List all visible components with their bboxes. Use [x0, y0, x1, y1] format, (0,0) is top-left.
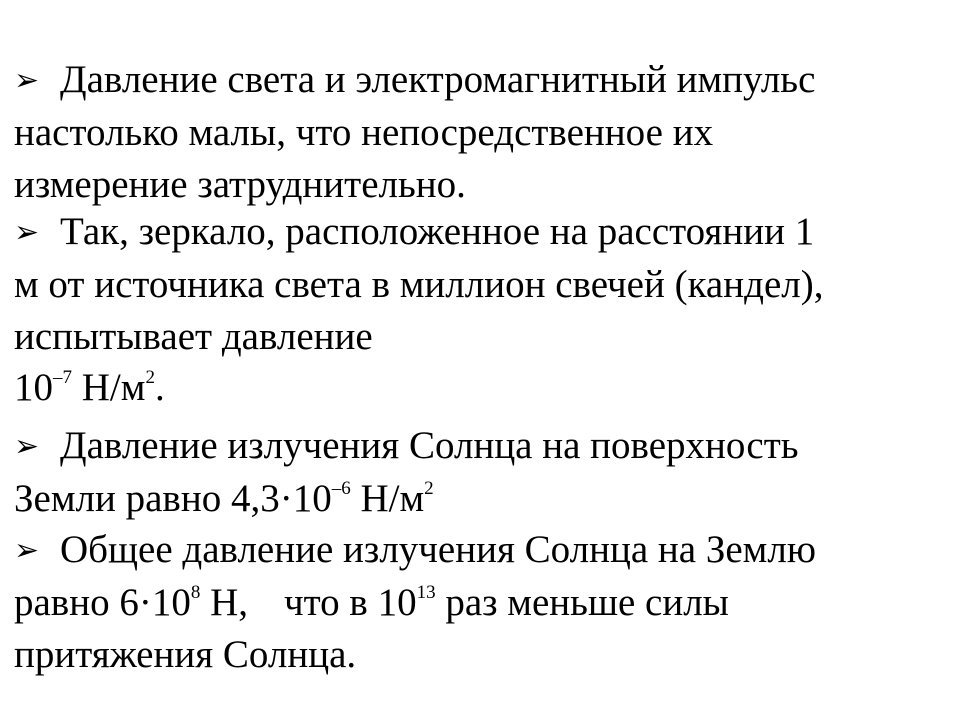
bullet-1-text-1: Давление света и электромагнитный импульс — [60, 58, 816, 101]
arrow-bullet-icon: ➢ — [14, 63, 40, 98]
bullet-4-text-3: притяжения Солнца. — [14, 633, 357, 676]
bullet-3-text-2: Земли равно 4,3·10 — [14, 477, 332, 520]
bullet-4-text-1: Общее давление излучения Солнца на Землю — [60, 528, 816, 571]
value-end: . — [154, 366, 165, 409]
bullet-3-unit-exponent: 2 — [424, 478, 434, 499]
bullet-4-line-2 — [14, 577, 950, 629]
bullet-1-text-2: настолько малы, что непосредственное их — [14, 111, 714, 154]
bullet-3-line-1 — [14, 420, 950, 473]
bullet-2-text-3: испытывает давление — [14, 315, 373, 358]
pressure-value-line — [14, 362, 950, 414]
bullet-3-text-1: Давление излучения Солнца на поверхность — [60, 424, 799, 467]
pressure-value — [14, 362, 950, 414]
bullet-point-2 — [14, 206, 950, 363]
bullet-4-line-1 — [14, 524, 950, 577]
arrow-bullet-icon: ➢ — [14, 533, 40, 568]
bullet-point-3 — [14, 420, 950, 525]
value-exponent: –7 — [53, 367, 72, 388]
bullet-4-exponent-c: 13 — [416, 582, 436, 603]
value-unit: Н/м — [72, 366, 146, 409]
bullet-2-text-2: м от источника света в миллион свечей (кандел), — [14, 263, 824, 306]
bullet-2-line-1 — [14, 206, 950, 259]
bullet-4-exponent-a: 8 — [190, 582, 201, 603]
bullet-4-text-2c: что в 10 — [284, 581, 417, 624]
bullet-4-text-2b: Н, — [200, 581, 249, 624]
bullet-1-line-1 — [14, 54, 950, 107]
bullet-3-line-2 — [14, 473, 950, 525]
bullet-3-exponent: –6 — [331, 478, 351, 499]
bullet-4-text-2d: раз меньше силы — [435, 581, 729, 624]
bullet-1-text-3: измерение затруднительно. — [14, 163, 466, 206]
arrow-bullet-icon: ➢ — [14, 215, 40, 250]
value-unit-exponent: 2 — [145, 367, 155, 388]
value-base: 10 — [14, 366, 53, 409]
bullet-point-1 — [14, 54, 950, 211]
bullet-4-text-2a: равно 6·10 — [14, 581, 191, 624]
bullet-2-text-1: Так, зеркало, расположенное на расстоянии 1 — [60, 210, 815, 253]
bullet-3-unit: Н/м — [350, 477, 425, 520]
bullet-point-4 — [14, 524, 950, 681]
arrow-bullet-icon: ➢ — [14, 429, 40, 464]
